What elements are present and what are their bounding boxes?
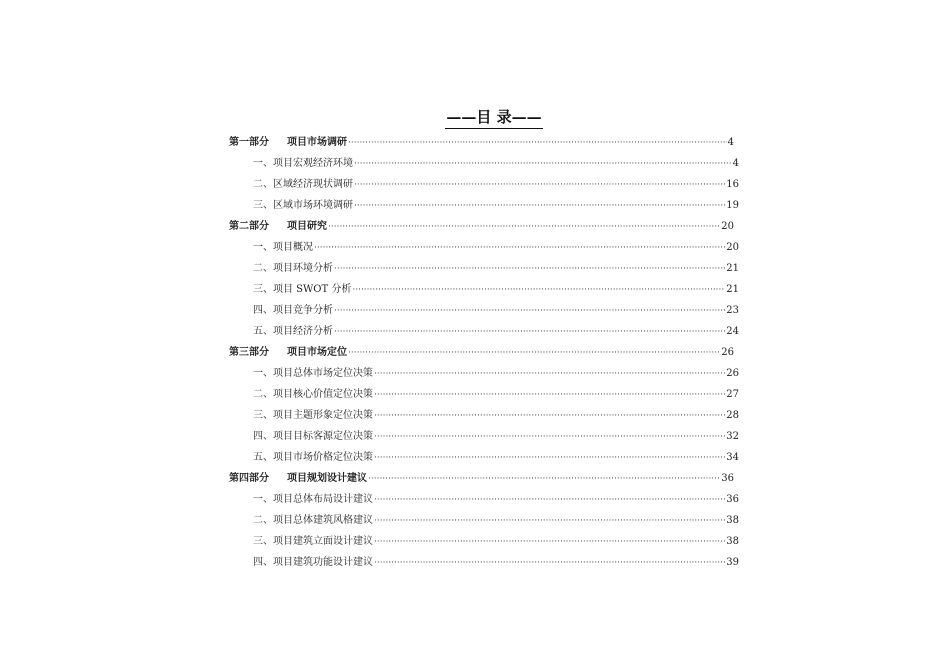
toc-dot-leader xyxy=(374,553,725,573)
toc-page-number: 39 xyxy=(726,557,739,568)
toc-part-title: 项目研究 xyxy=(287,221,327,232)
toc-part-title: 项目市场定位 xyxy=(287,347,347,358)
toc-title: ——目 录—— xyxy=(445,106,542,129)
toc-dot-leader xyxy=(374,406,725,426)
toc-page-number: 16 xyxy=(726,179,739,190)
toc-page-number: 27 xyxy=(726,389,739,400)
toc-page-number: 21 xyxy=(726,263,739,274)
toc-section-entry[interactable] xyxy=(253,489,739,510)
toc-section-title: 三、项目主题形象定位决策 xyxy=(253,410,373,421)
toc-dot-leader xyxy=(348,343,720,363)
toc-part-entry[interactable] xyxy=(229,468,734,489)
toc-page-number: 36 xyxy=(726,494,739,505)
toc-page-number: 24 xyxy=(726,326,739,337)
toc-section-entry[interactable] xyxy=(253,384,739,405)
toc-dot-leader xyxy=(374,427,725,447)
toc-section-entry[interactable] xyxy=(253,300,739,321)
toc-dot-leader xyxy=(354,196,725,216)
toc-dot-leader xyxy=(314,238,725,258)
toc-page-number: 4 xyxy=(727,137,734,148)
toc-section-title: 五、项目经济分析 xyxy=(253,326,333,337)
toc-section-title: 一、项目总体市场定位决策 xyxy=(253,368,373,379)
toc-part-number: 第二部分 xyxy=(229,221,269,232)
toc-page-number: 32 xyxy=(726,431,739,442)
toc-section-title: 一、项目概况 xyxy=(253,242,313,253)
toc-section-entry[interactable] xyxy=(253,174,739,195)
toc-page-number: 34 xyxy=(726,452,739,463)
toc-section-entry[interactable] xyxy=(253,363,739,384)
toc-section-title: 二、项目总体建筑风格建议 xyxy=(253,515,373,526)
toc-section-entry[interactable] xyxy=(253,237,739,258)
toc-part-entry[interactable] xyxy=(229,132,734,153)
toc-section-entry[interactable] xyxy=(253,510,739,531)
toc-dot-leader xyxy=(354,154,732,174)
toc-section-entry[interactable] xyxy=(253,321,739,342)
toc-dot-leader xyxy=(374,385,725,405)
toc-page-number: 36 xyxy=(721,473,734,484)
toc-section-entry[interactable] xyxy=(253,531,739,552)
toc-part-number: 第三部分 xyxy=(229,347,269,358)
toc-dot-leader xyxy=(374,364,725,384)
toc-section-title: 四、项目目标客源定位决策 xyxy=(253,431,373,442)
toc-section-title: 二、项目核心价值定位决策 xyxy=(253,389,373,400)
toc-dot-leader xyxy=(374,532,725,552)
toc-dot-leader xyxy=(348,133,727,153)
toc-dot-leader xyxy=(368,469,720,489)
toc-part-title: 项目市场调研 xyxy=(287,137,347,148)
toc-dot-leader xyxy=(374,490,725,510)
toc-section-title: 一、项目宏观经济环境 xyxy=(253,158,353,169)
toc-part-entry[interactable] xyxy=(229,342,734,363)
toc-section-entry[interactable] xyxy=(253,195,739,216)
toc-dot-leader xyxy=(374,448,725,468)
toc-section-title: 二、项目环境分析 xyxy=(253,263,333,274)
toc-section-entry[interactable] xyxy=(253,153,739,174)
toc-page-number: 20 xyxy=(721,221,734,232)
toc-section-title: 四、项目竞争分析 xyxy=(253,305,333,316)
toc-section-title: 五、项目市场价格定位决策 xyxy=(253,452,373,463)
toc-page-number: 38 xyxy=(726,536,739,547)
toc-dot-leader xyxy=(374,511,725,531)
toc-section-entry[interactable] xyxy=(253,552,739,573)
toc-page-number: 26 xyxy=(726,368,739,379)
toc-section-title: 三、项目建筑立面设计建议 xyxy=(253,536,373,547)
toc-dot-leader xyxy=(334,259,725,279)
toc-page-number: 23 xyxy=(726,305,739,316)
toc-dot-leader xyxy=(328,217,720,237)
toc-part-number: 第一部分 xyxy=(229,137,269,148)
toc-section-title: 二、区域经济现状调研 xyxy=(253,179,353,190)
toc-section-title: 三、项目 SWOT 分析 xyxy=(253,284,352,295)
toc-page-number: 21 xyxy=(726,284,739,295)
toc-dot-leader xyxy=(352,280,725,300)
toc-section-entry[interactable] xyxy=(253,405,739,426)
toc-title-wrap xyxy=(0,106,950,128)
toc-dot-leader xyxy=(354,175,725,195)
toc-page-number: 20 xyxy=(726,242,739,253)
toc-section-title: 一、项目总体布局设计建议 xyxy=(253,494,373,505)
toc-page-number: 28 xyxy=(726,410,739,421)
toc-section-title: 四、项目建筑功能设计建议 xyxy=(253,557,373,568)
toc-part-title: 项目规划设计建议 xyxy=(287,473,367,484)
toc-section-entry[interactable] xyxy=(253,426,739,447)
toc-section-entry[interactable] xyxy=(253,279,739,300)
toc-section-title: 三、区域市场环境调研 xyxy=(253,200,353,211)
toc-section-entry[interactable] xyxy=(253,258,739,279)
toc-part-entry[interactable] xyxy=(229,216,734,237)
toc-dot-leader xyxy=(334,301,725,321)
toc-part-number: 第四部分 xyxy=(229,473,269,484)
toc-dot-leader xyxy=(334,322,725,342)
toc-page-number: 38 xyxy=(726,515,739,526)
toc-section-entry[interactable] xyxy=(253,447,739,468)
toc-page-number: 19 xyxy=(726,200,739,211)
toc-page-number: 26 xyxy=(721,347,734,358)
toc-page-number: 4 xyxy=(732,158,739,169)
